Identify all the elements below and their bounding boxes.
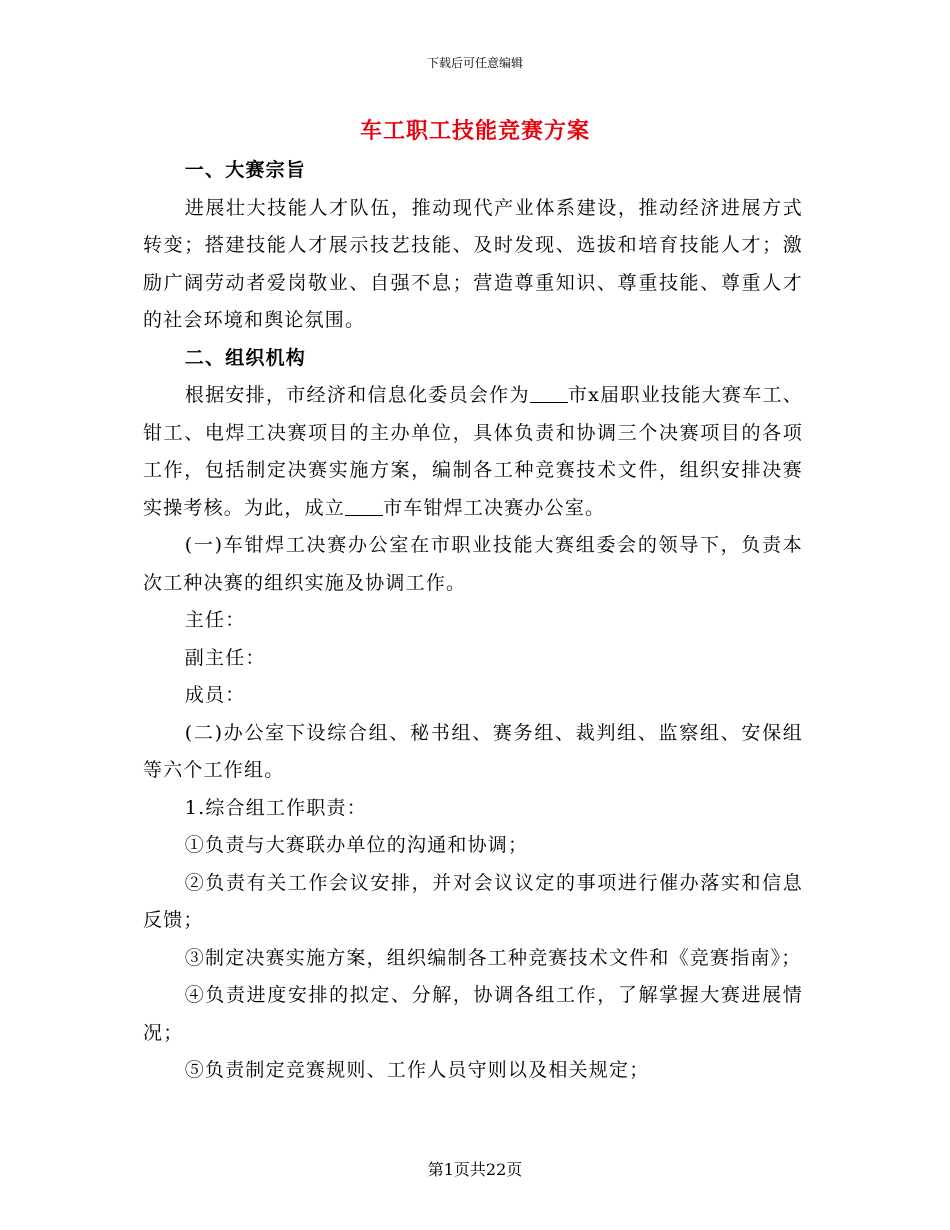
- paragraph-organization: [143, 377, 803, 527]
- duty-item: ⑤负责制定竞赛规则、工作人员守则以及相关规定；: [184, 1059, 650, 1081]
- section-heading-purpose: 一、大赛宗旨: [184, 159, 306, 181]
- paragraph-working-groups: (二)办公室下设综合组、秘书组、赛务组、裁判组、监察组、安保组等六个工作组。: [143, 721, 803, 781]
- fill-blank: [530, 383, 568, 403]
- document-body: [143, 152, 803, 1090]
- org-text-a: 根据安排，市经济和信息化委员会作为: [184, 384, 530, 406]
- label-members: 成员：: [184, 684, 246, 706]
- label-deputy-director: 副主任：: [184, 646, 266, 669]
- document-title: 车工职工技能竞赛方案: [359, 118, 590, 144]
- fill-blank: [345, 496, 383, 516]
- page-header: 下载后可任意编辑: [426, 56, 523, 70]
- page-footer: 第1页共22页: [427, 1160, 523, 1179]
- duty-item: ①负责与大赛联办单位的沟通和协调；: [184, 834, 529, 856]
- org-text-c: 市车钳焊工决赛办公室。: [383, 496, 606, 519]
- paragraph-purpose: 进展壮大技能人才队伍，推动现代产业体系建设，推动经济进展方式转变；搭建技能人才展示技艺技能、及时发现、选拔和培育技能人才；激励广阔劳动者爱岗敬业、自强不息；营造尊重知识、尊重技能、尊重人才的社会环境和舆论氛围。: [143, 196, 803, 331]
- duty-item: ③制定决赛实施方案，组织编制各工种竞赛技术文件和《竞赛指南》；: [184, 946, 802, 969]
- list-heading-general-group: 1.综合组工作职责：: [184, 796, 367, 819]
- duty-item: ②负责有关工作会议安排，并对会议议定的事项进行催办落实和信息反馈；: [143, 871, 803, 931]
- label-director: 主任：: [184, 609, 246, 631]
- paragraph-office-role: (一)车钳焊工决赛办公室在市职业技能大赛组委会的领导下，负责本次工种决赛的组织实施及协调工作。: [143, 534, 803, 594]
- section-heading-organization: 二、组织机构: [184, 346, 306, 369]
- org-text-b: 市x届职业技能大赛车工、钳工、电焊工决赛项目的主办单位，具体负责和协调三个决赛项目的各项工作，包括制定决赛实施方案，编制各工种竞赛技术文件，组织安排决赛实操考核。为此，成立: [143, 384, 803, 519]
- duty-item: ④负责进度安排的拟定、分解，协调各组工作，了解掌握大赛进展情况；: [143, 984, 803, 1044]
